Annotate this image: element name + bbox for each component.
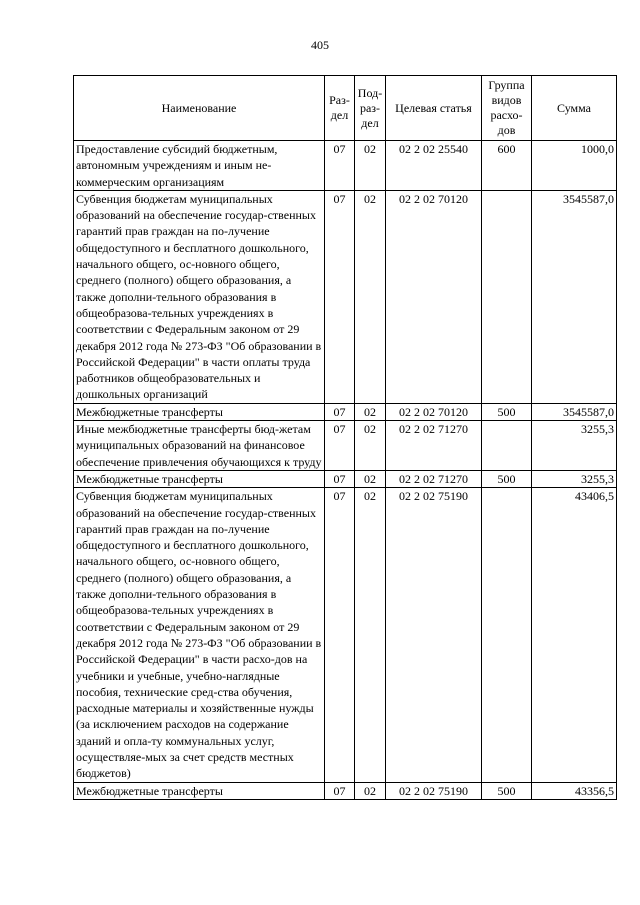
row-subsection: 02 (355, 421, 386, 471)
row-subsection: 02 (355, 403, 386, 420)
budget-table (73, 75, 617, 800)
row-group: 600 (482, 141, 532, 191)
row-sum: 3255,3 (532, 470, 617, 487)
row-sum: 43406,5 (532, 488, 617, 782)
row-section: 07 (325, 190, 355, 403)
row-sum: 3545587,0 (532, 190, 617, 403)
header-name: Наименование (74, 76, 325, 141)
row-section: 07 (325, 421, 355, 471)
row-section: 07 (325, 403, 355, 420)
row-article: 02 2 02 71270 (386, 470, 482, 487)
row-subsection: 02 (355, 488, 386, 782)
header-sum: Сумма (532, 76, 617, 141)
table-row (74, 190, 617, 403)
table-row (74, 141, 617, 191)
row-name: Субвенция бюджетам муниципальных образований на обеспечение государ-ственных гарантий прав граждан на по-лучение общедоступного и бесплатного дошкольного, начального общего, ос-новного общего, среднего (полного) общего образования, а также дополни-тельного образования в общеобразова-тельных учреждениях в соответствии с Федеральным законом от 29 декабря 2012 года № 273-ФЗ "Об образовании в Российской Федерации" в части расхо-дов на учебники и учебные, учебно-наглядные пособия, технические сред-ства обучения, расходные материалы и хозяйственные нужды (за исключением расходов на содержание зданий и опла-ту коммунальных услуг, осуществляе-мых за счет средств местных бюджетов) (74, 488, 325, 782)
table-row (74, 421, 617, 471)
row-article: 02 2 02 75190 (386, 488, 482, 782)
row-section: 07 (325, 488, 355, 782)
row-group (482, 488, 532, 782)
row-name: Межбюджетные трансферты (74, 403, 325, 420)
table-header-row (74, 76, 617, 141)
row-section: 07 (325, 782, 355, 799)
page-number: 405 (311, 38, 329, 52)
row-subsection: 02 (355, 141, 386, 191)
header-subsection: Под-раз-дел (355, 76, 386, 141)
row-article: 02 2 02 70120 (386, 190, 482, 403)
row-name: Иные межбюджетные трансферты бюд-жетам муниципальных образований на финансовое обеспечение привлечения обучающихся к труду (74, 421, 325, 471)
row-subsection: 02 (355, 470, 386, 487)
header-article: Целевая статья (386, 76, 482, 141)
table-row (74, 403, 617, 420)
row-sum: 43356,5 (532, 782, 617, 799)
row-article: 02 2 02 75190 (386, 782, 482, 799)
row-group: 500 (482, 782, 532, 799)
row-name: Субвенция бюджетам муниципальных образований на обеспечение государ-ственных гарантий прав граждан на по-лучение общедоступного и бесплатного дошкольного, начального общего, ос-новного общего, среднего (полного) общего образования, а также дополни-тельного образования в общеобразова-тельных учреждениях в соответствии с Федеральным законом от 29 декабря 2012 года № 273-ФЗ "Об образовании в Российской Федерации" в части оплаты труда работников общеобразовательных и дошкольных организаций (74, 190, 325, 403)
row-group (482, 190, 532, 403)
header-section: Раз-дел (325, 76, 355, 141)
row-sum: 3255,3 (532, 421, 617, 471)
row-group: 500 (482, 403, 532, 420)
row-name: Предоставление субсидий бюджетным, автономным учреждениям и иным не-коммерческим организациям (74, 141, 325, 191)
row-name: Межбюджетные трансферты (74, 470, 325, 487)
row-subsection: 02 (355, 190, 386, 403)
row-section: 07 (325, 470, 355, 487)
row-sum: 1000,0 (532, 141, 617, 191)
row-article: 02 2 02 25540 (386, 141, 482, 191)
row-article: 02 2 02 71270 (386, 421, 482, 471)
row-group (482, 421, 532, 471)
row-article: 02 2 02 70120 (386, 403, 482, 420)
table-row (74, 782, 617, 799)
row-subsection: 02 (355, 782, 386, 799)
table-row (74, 470, 617, 487)
row-name: Межбюджетные трансферты (74, 782, 325, 799)
row-section: 07 (325, 141, 355, 191)
row-sum: 3545587,0 (532, 403, 617, 420)
table-row (74, 488, 617, 782)
header-group: Группа видов расхо-дов (482, 76, 532, 141)
row-group: 500 (482, 470, 532, 487)
